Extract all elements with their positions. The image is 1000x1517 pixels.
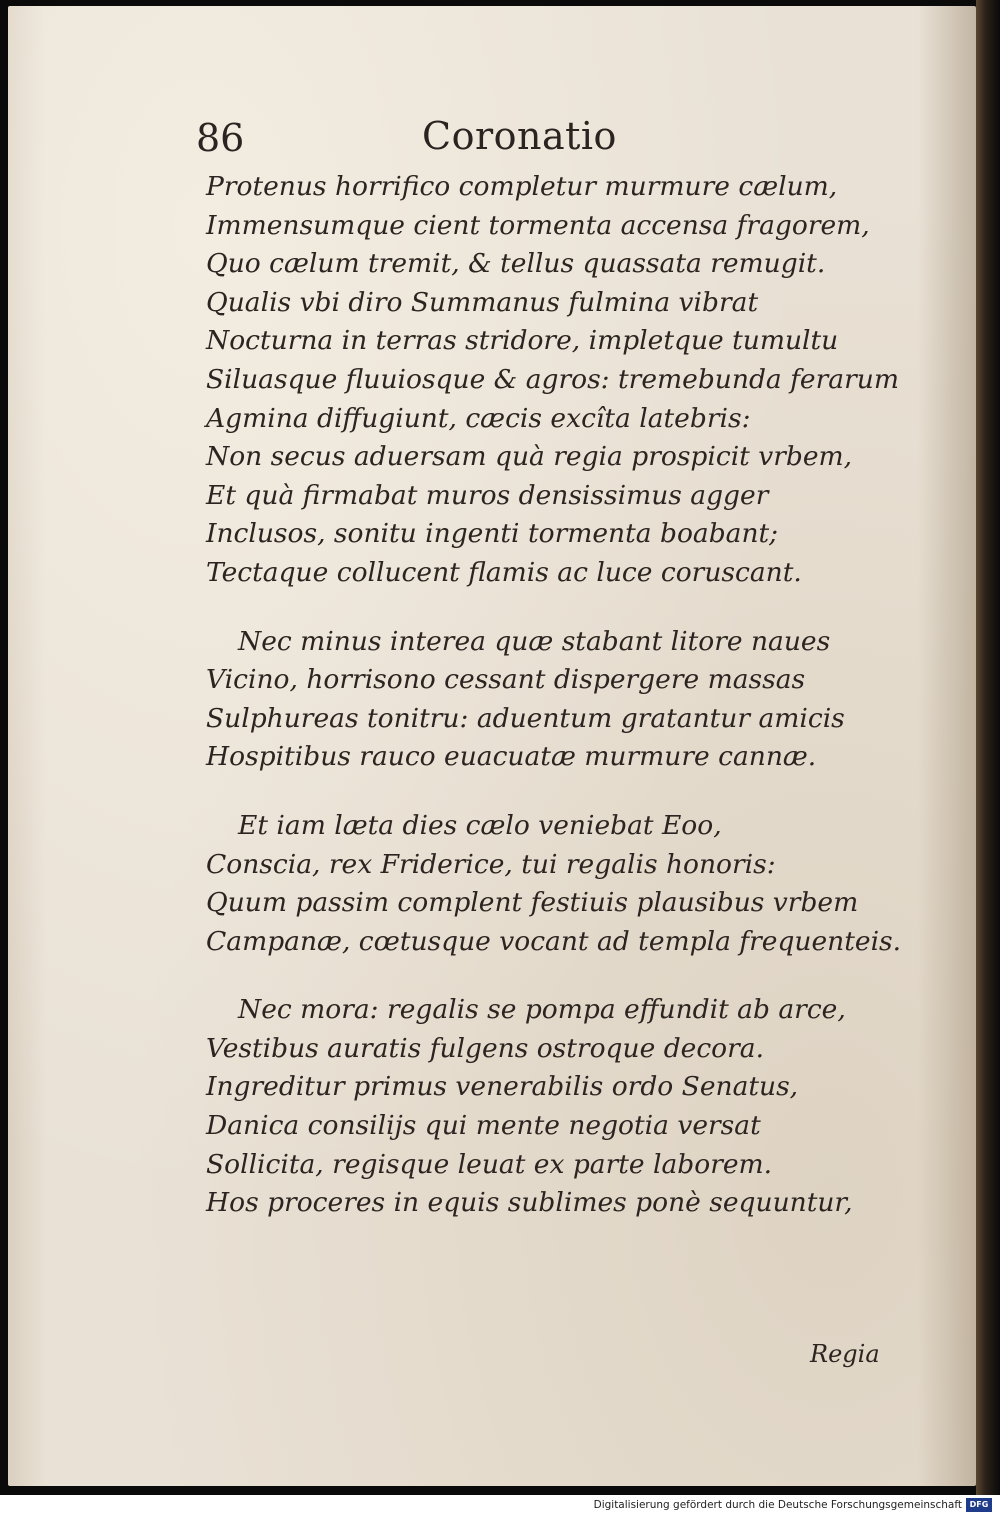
running-head: Coronatio xyxy=(422,114,617,158)
catchword: Regia xyxy=(810,1340,880,1368)
dfg-logo-icon: DFG xyxy=(966,1498,992,1512)
verse-line: Campanæ, cœtusque vocant ad templa frequenteis. xyxy=(206,925,902,957)
verse-line: Ingreditur primus venerabilis ordo Senatus, xyxy=(206,1071,799,1103)
verse-line: Non secus aduersam quà regia prospicit vrbem, xyxy=(206,441,853,473)
funding-credit: Digitalisierung gefördert durch die Deutsche Forschungsgemeinschaft xyxy=(593,1499,962,1511)
verse-line: Et quà firmabat muros densissimus agger xyxy=(206,479,769,511)
stanza xyxy=(206,168,899,593)
stanza xyxy=(206,807,902,961)
verse-line: Agmina diffugiunt, cæcis excîta latebris: xyxy=(206,402,751,434)
digitization-footer xyxy=(0,1495,1000,1517)
verse-line: Et iam læta dies cælo veniebat Eoo, xyxy=(238,809,722,841)
poem-text xyxy=(206,168,902,1253)
verse-line: Nocturna in terras stridore, impletque tumultu xyxy=(206,325,839,357)
verse-line: Nec minus interea quæ stabant litore naues xyxy=(238,625,831,657)
verse-line: Tectaque collucent flamis ac luce coruscant. xyxy=(206,556,802,588)
stanza xyxy=(206,991,886,1223)
verse-line: Sulphureas tonitru: aduentum gratantur amicis xyxy=(206,702,845,734)
verse-line: Danica consilijs qui mente negotia versat xyxy=(206,1110,761,1142)
verse-line: Hospitibus rauco euacuatæ murmure cannæ. xyxy=(206,741,817,773)
page-edge-shadow xyxy=(976,0,1000,1495)
verse-line: Immensumque cient tormenta accensa fragorem, xyxy=(206,209,870,241)
verse-line: Vestibus auratis fulgens ostroque decora. xyxy=(206,1032,765,1064)
verse-line: Hos proceres in equis sublimes ponè sequuntur, xyxy=(206,1187,853,1219)
verse-line: Protenus horrifico completur murmure cælum, xyxy=(206,171,838,202)
verse-line: Siluasque fluuiosque & agros: tremebunda ferarum xyxy=(206,363,899,395)
verse-line: Qualis vbi diro Summanus fulmina vibrat xyxy=(206,286,759,318)
verse-line: Nec mora: regalis se pompa effundit ab arce, xyxy=(238,994,846,1026)
verse-line: Quum passim complent festiuis plausibus vrbem xyxy=(206,887,859,919)
book-page xyxy=(8,6,976,1486)
verse-line: Quo cælum tremit, & tellus quassata remugit. xyxy=(206,248,826,280)
verse-line: Vicino, horrisono cessant dispergere massas xyxy=(206,664,806,696)
verse-line: Conscia, rex Friderice, tui regalis honoris: xyxy=(206,848,776,880)
verse-line: Inclusos, sonitu ingenti tormenta boabant; xyxy=(206,518,779,550)
stanza xyxy=(206,623,886,777)
page-number: 86 xyxy=(196,116,245,160)
verse-line: Sollicita, regisque leuat ex parte laborem. xyxy=(206,1148,773,1180)
page-header xyxy=(8,110,976,170)
